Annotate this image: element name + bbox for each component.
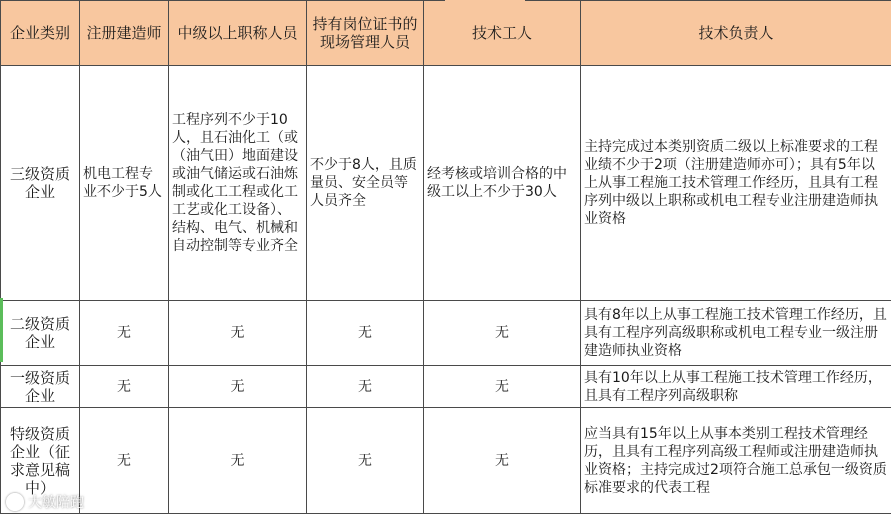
cell-skilled-workers: 无 [424, 408, 581, 514]
watermark-text: 大敏陪跑 [28, 495, 84, 511]
cell-skilled-workers: 经考核或培训合格的中级工以上不少于30人 [424, 66, 581, 301]
table-row [1, 408, 891, 514]
cell-technical-lead: 应当具有15年以上从事本类别工程技术管理经历，且具有工程序列高级工程师或注册建造师执业资格；主持完成过2项符合施工总承包一级资质标准要求的代表工程 [581, 408, 891, 514]
table-header-row [1, 1, 891, 66]
cell-technical-lead: 具有8年以上从事工程施工技术管理工作经历，且具有工程序列高级职称或机电工程专业一级注册建造师执业资格 [581, 301, 891, 366]
table-row [1, 366, 891, 408]
cell-registered-builders: 机电工程专业不少于5人 [80, 66, 169, 301]
cell-registered-builders: 无 [80, 301, 169, 366]
cell-mid-title-staff: 工程序列不少于10人，且石油化工（或（油气田）地面建设或油气储运或石油炼制或化工工程或化工工艺或化工设备）、结构、电气、机械和自动控制等专业齐全 [169, 66, 307, 301]
circle-logo-icon [6, 493, 24, 511]
header-category: 企业类别 [1, 1, 80, 66]
cell-site-managers: 无 [307, 301, 424, 366]
table-row [1, 301, 891, 366]
header-registered-builders: 注册建造师 [80, 1, 169, 66]
cell-mid-title-staff: 无 [169, 366, 307, 408]
cell-category: 一级资质企业 [1, 366, 80, 408]
cell-technical-lead: 具有10年以上从事工程施工技术管理工作经历，且具有工程序列高级职称 [581, 366, 891, 408]
cell-mid-title-staff: 无 [169, 301, 307, 366]
cell-category: 三级资质企业 [1, 66, 80, 301]
header-skilled-workers: 技术工人 [424, 1, 581, 66]
cell-registered-builders: 无 [80, 366, 169, 408]
cell-mid-title-staff: 无 [169, 408, 307, 514]
cell-skilled-workers: 无 [424, 301, 581, 366]
header-top-strip [445, 0, 525, 3]
header-mid-title-staff: 中级以上职称人员 [169, 1, 307, 66]
cell-category: 二级资质企业 [1, 301, 80, 366]
header-site-managers: 持有岗位证书的现场管理人员 [307, 1, 424, 66]
row-accent-bar [0, 298, 3, 362]
watermark [6, 492, 84, 512]
cell-category: 特级资质企业（征求意见稿中） [1, 408, 80, 514]
table-row [1, 66, 891, 301]
cell-site-managers: 无 [307, 408, 424, 514]
cell-registered-builders: 无 [80, 408, 169, 514]
cell-skilled-workers: 无 [424, 366, 581, 408]
header-technical-lead: 技术负责人 [581, 1, 891, 66]
cell-site-managers: 不少于8人，且质量员、安全员等人员齐全 [307, 66, 424, 301]
cell-technical-lead: 主持完成过本类别资质二级以上标准要求的工程业绩不少于2项（注册建造师亦可）；具有5年以上从事工程施工技术管理工作经历，且具有工程序列中级以上职称或机电工程专业注册建造师执业资格 [581, 66, 891, 301]
cell-site-managers: 无 [307, 366, 424, 408]
